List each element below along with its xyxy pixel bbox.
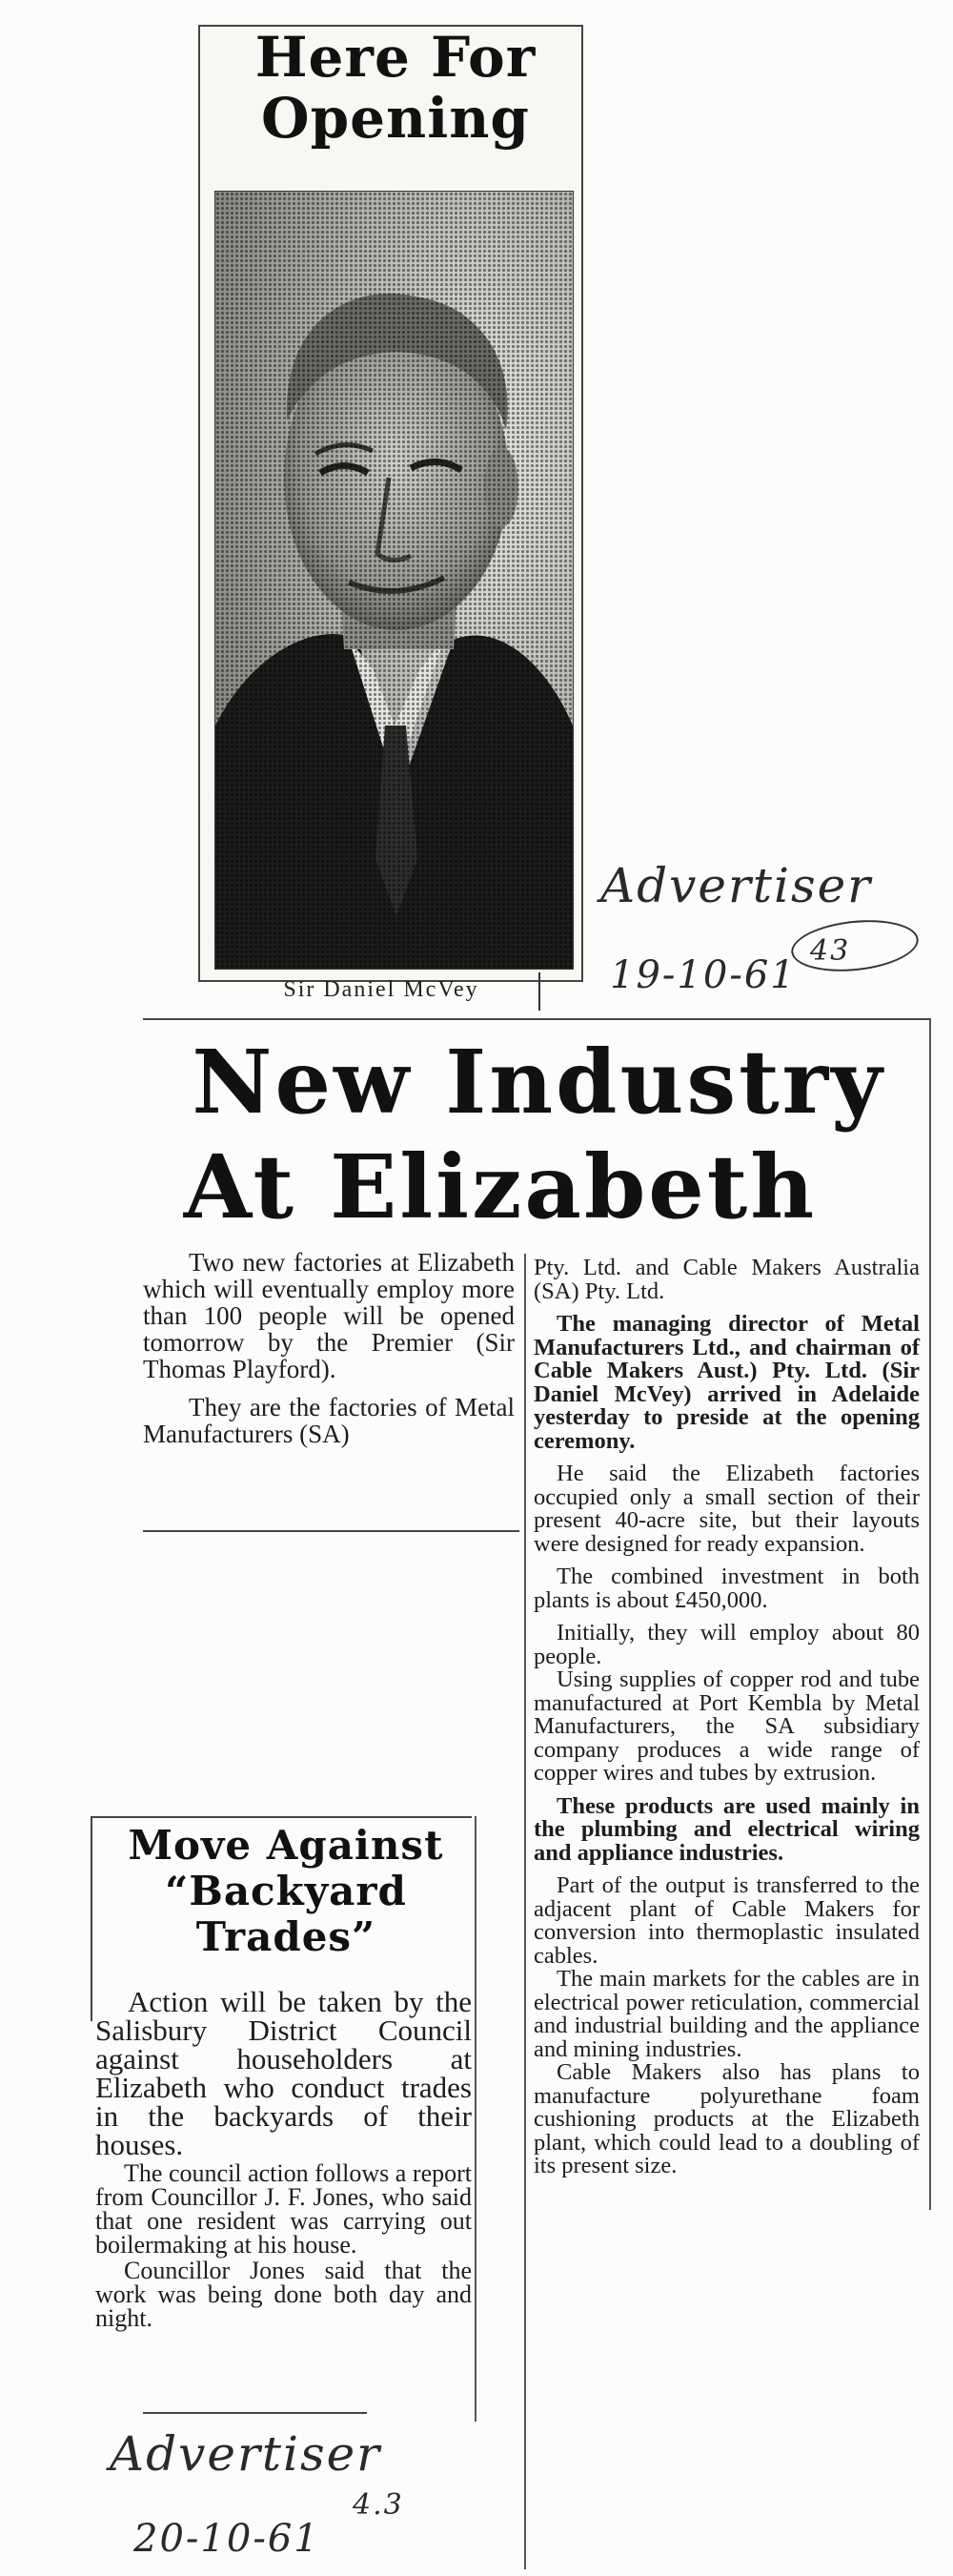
article-end-rule [143, 2412, 367, 2414]
article-headline [91, 1823, 481, 1960]
caption-rule [538, 972, 540, 1011]
column-paragraph: He said the Elizabeth factories occupied only a small section of their present 40-acre site, but their layouts were designed for ready expansion. [534, 1461, 920, 1557]
article-intro [143, 1249, 515, 1459]
handwritten-circle [789, 914, 922, 977]
column-paragraph: These products are used mainly in the plumbing and electrical wiring and appliance industries. [534, 1792, 920, 1866]
body-paragraph: Councillor Jones said that the work was being done both day and night. [95, 2257, 472, 2332]
column-paragraph: Using supplies of copper rod and tube manufactured at Port Kembla by Metal Manufacturers, the SA subsidiary company produces a wide range of copper wires and tubes by extrusion. [534, 1666, 920, 1786]
column-rule [143, 1530, 519, 1532]
headline-rule [143, 1018, 929, 1020]
headline-line: Here For [254, 25, 537, 90]
column-paragraph: The main markets for the cables are in electrical power reticulation, commercial and industrial building and the appliance and mining industries. [534, 1966, 920, 2062]
article-column [534, 1257, 920, 2188]
headline-line: Move Against [128, 1822, 444, 1869]
photo-caption: Sir Daniel McVey [283, 977, 479, 1002]
article-headline [143, 1030, 934, 1239]
photo-story-headline [214, 27, 577, 149]
column-paragraph: The managing director of Metal Manufacturers Ltd., and chairman of Cable Makers Aust.) Pty. Ltd. (Sir Daniel McVey) arrived in Adelaide yesterday to preside at the opening ceremony. [534, 1311, 920, 1454]
intro-paragraph: They are the factories of Metal Manufacturers (SA) [143, 1393, 515, 1448]
column-paragraph: Part of the output is transferred to the adjacent plant of Cable Makers for conversion into thermoplastic insulated cables. [534, 1872, 920, 1969]
headline-line: Trades” [195, 1913, 376, 1960]
intro-paragraph: Two new factories at Elizabeth which will eventually employ more than 100 people will be opened tomorrow by the Premier (Sir Thomas Playford). [143, 1248, 515, 1383]
headline-line: “Backyard [165, 1868, 407, 1914]
column-paragraph: Initially, they will employ about 80 people. [534, 1620, 920, 1669]
body-paragraph: Action will be taken by the Salisbury District Council against householders at Elizabeth who conduct trades in the backyards of their houses. [95, 1985, 472, 2161]
handwritten-date: 20-10-61 [133, 2517, 320, 2561]
handwritten-number: 4.3 [353, 2488, 404, 2522]
body-paragraph: The council action follows a report from Councillor J. F. Jones, who said that one resident was carrying out boilermaking at his house. [95, 2159, 472, 2259]
column-paragraph: Cable Makers also has plans to manufacture polyurethane foam cushioning products at the Elizabeth plant, which could lead to a doubling of its present size. [534, 2059, 920, 2178]
headline-line: At Elizabeth [183, 1135, 818, 1238]
box-rule [91, 1816, 472, 1818]
column-divider [929, 1018, 931, 2210]
handwritten-source: Advertiser [600, 858, 873, 913]
headline-line: New Industry [192, 1031, 885, 1134]
column-paragraph: Pty. Ltd. and Cable Makers Australia (SA) Pty. Ltd. [534, 1255, 920, 1304]
portrait-photo [214, 191, 574, 970]
column-paragraph: The combined investment in both plants is about £450,000. [534, 1564, 920, 1613]
article-body [95, 1985, 472, 2332]
handwritten-date: 19-10-61 [610, 953, 797, 997]
column-divider [524, 1254, 526, 2569]
handwritten-number: 43 [810, 934, 851, 968]
headline-line: Opening [261, 86, 530, 151]
handwritten-source: Advertiser [110, 2426, 382, 2482]
